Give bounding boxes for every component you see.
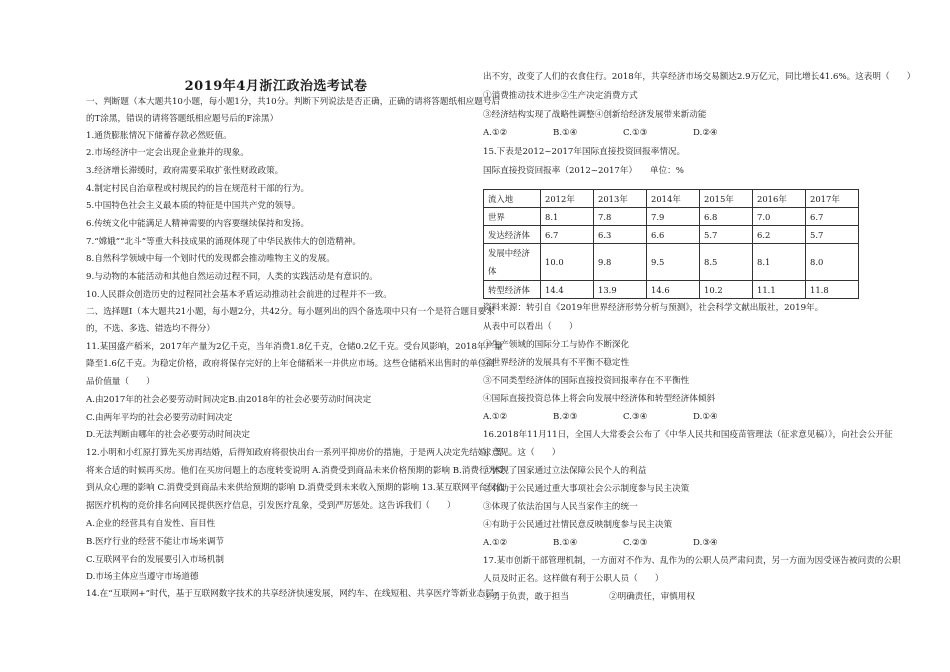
question-7: 7.“嫦娥”“北斗”等重大科技成果的涌现体现了中华民族伟大的创造精神。 — [86, 237, 361, 247]
q15-option-2: ②世界经济的发展具有不平衡不稳定性 — [483, 358, 630, 368]
option-q15-b: B.②③ — [553, 412, 578, 422]
table-header-row — [484, 190, 859, 208]
q14-options-row2 — [483, 110, 706, 121]
q14-option-2: ②生产决定消费方式 — [560, 91, 638, 101]
option-q11-a: A.由2017年的社会必要劳动时间决定 — [86, 395, 229, 405]
option-q15-c: C.③④ — [623, 412, 648, 422]
q15-option-4: ④国际直接投资总体上将会向发展中经济体和转型经济体倾斜 — [483, 394, 716, 404]
table-header-cell: 2016年 — [753, 190, 806, 208]
table-cell: 9.8 — [594, 244, 647, 281]
option-q13-a: A.企业的经营具有自发性、盲目性 — [86, 519, 216, 529]
table-cell: 发达经济体 — [484, 226, 541, 244]
question-12-cont: 到从众心理的影响 C.消费受到商品未来供给预期的影响 D.消费受到未来收入预期的影响 13.某互联网平台仅依 — [86, 483, 505, 493]
q14-answers — [483, 128, 718, 139]
table-cell: 6.8 — [700, 208, 753, 226]
option-q15-d: D.①④ — [693, 412, 718, 422]
q14-options-row1 — [483, 91, 638, 102]
q17-option-2: ②明确责任，审慎用权 — [609, 592, 695, 602]
option-q14-d: D.②④ — [693, 128, 718, 138]
option-q11-b: B.由2018年的社会必要劳动时间决定 — [228, 395, 372, 405]
question-16-cont: 求意见。这（ ） — [483, 448, 561, 458]
question-12: 12.小明和小红原打算先买房再结婚，后得知政府将很快出台一系列平抑房价的措施，于是两人决定先结婚，等 — [86, 448, 504, 458]
option-q13-d: D.市场主体应当遵守市场道德 — [86, 572, 199, 582]
section1-intro: 一、判断题（本大题共10小题，每小题1分，共10分。判断下列说法是否正确，正确的请将答题纸相应题号后 — [86, 97, 501, 107]
table-cell: 7.0 — [753, 208, 806, 226]
table-header-cell: 2014年 — [647, 190, 700, 208]
question-3: 3.经济增长滞缓时，政府需要采取扩张性财政政策。 — [86, 166, 284, 176]
table-header-cell: 流入地 — [484, 190, 541, 208]
table-cell: 11.1 — [753, 281, 806, 299]
option-q14-a: A.①② — [483, 128, 508, 138]
q15-option-3: ③不同类型经济体的国际直接投资回报率存在不平衡性 — [483, 376, 690, 386]
option-q15-a: A.①② — [483, 412, 508, 422]
table-header-cell: 2013年 — [594, 190, 647, 208]
table-cell: 11.8 — [806, 281, 859, 299]
option-q13-b: B.医疗行业的经营不能让市场来调节 — [86, 537, 224, 547]
question-13: 据医疗机构的竞价排名向网民提供医疗信息，引发医疗乱象，受到严厉惩处。这告诉我们（ ） — [86, 501, 456, 511]
table-cell: 5.7 — [700, 226, 753, 244]
q14-option-4: ④创新给经济发展带来新动能 — [594, 110, 707, 120]
table-cell: 5.7 — [806, 226, 859, 244]
option-q16-b: B.①④ — [553, 538, 578, 548]
q17-option-1: ①勇于负责，敢于担当 — [483, 592, 569, 602]
table-row — [484, 244, 859, 281]
option-q11-ab — [86, 395, 371, 406]
table-cell: 6.7 — [806, 208, 859, 226]
section2-intro: 二、选择题I（本大题共21小题，每小题2分，共42分。每小题列出的四个备选项中只有一个是符合题目要求 — [86, 307, 495, 317]
option-q16-d: D.③④ — [693, 538, 718, 548]
table-cell: 8.5 — [700, 244, 753, 281]
question-16: 16.2018年11月11日，全国人大常委会公布了《中华人民共和国疫苗管理法（征求意见稿）》，向社会公开征 — [483, 430, 893, 440]
table-row — [484, 208, 859, 226]
option-q11-c: C.由两年平均的社会必要劳动时间决定 — [86, 413, 233, 423]
question-9: 9.与动物的本能活动和其他自然运动过程不同，人类的实践活动是有意识的。 — [86, 272, 378, 282]
table-cell: 10.0 — [541, 244, 594, 281]
option-q11-d: D.无法判断由哪年的社会必要劳动时间决定 — [86, 430, 251, 440]
question-11-cont: 品价值量（ ） — [86, 377, 155, 387]
q16-answers — [483, 538, 718, 549]
question-11-cont: 降至1.6亿千克。为稳定价格，政府将保存完好的上年仓储稻米一并供应市场。这些仓储稻米出售时的单位商 — [86, 359, 495, 369]
q16-option-4: ④有助于公民通过社情民意反映制度参与民主决策 — [483, 520, 673, 530]
exam-title: 2019年4月浙江政治选考试卷 — [184, 79, 368, 94]
question-14: 14.在“互联网+”时代，基于互联网数字技术的共享经济快速发展，网约车、在线短租、共享医疗等新业态层 — [86, 589, 494, 599]
table-source: 资料来源：转引自《2019年世界经济形势分析与预测》，社会科学文献出版社，2019年。 — [483, 303, 824, 313]
question-14-cont: 出不穷，改变了人们的衣食住行。2018年，共享经济市场交易额达2.9万亿元，同比增长41.6%。这表明（ ） — [483, 72, 916, 82]
question-8: 8.自然科学领域中每一个划时代的发现都会推动唯物主义的发展。 — [86, 254, 335, 264]
section2-intro-cont: 的，不选、多选、错选均不得分） — [86, 324, 215, 334]
table-cell: 发展中经济体 — [484, 244, 541, 281]
table-cell: 6.7 — [541, 226, 594, 244]
question-6: 6.传统文化中能满足人精神需要的内容要继续保持和发扬。 — [86, 219, 310, 229]
option-q16-c: C.②③ — [623, 538, 648, 548]
table-cell: 6.3 — [594, 226, 647, 244]
question-2: 2.市场经济中一定会出现企业兼并的现象。 — [86, 148, 249, 158]
table-row — [484, 226, 859, 244]
q16-option-1: ①体现了国家通过立法保障公民个人的利益 — [483, 466, 647, 476]
q17-options — [483, 592, 695, 603]
question-5: 5.中国特色社会主义最本质的特征是中国共产党的领导。 — [86, 201, 301, 211]
option-q14-c: C.①③ — [623, 128, 648, 138]
option-q13-c: C.互联网平台的发展要引入市场机制 — [86, 555, 224, 565]
question-11: 11.某国盛产稻米，2017年产量为2亿千克，当年消费1.8亿千克，仓储0.2亿千克。受台风影响，2018年产量 — [86, 342, 503, 352]
question-12-cont: 将来合适的时候再买房。他们在买房问题上的态度转变说明 A.消费受到商品未来价格预期的影响 B.消费行为受 — [86, 466, 505, 476]
option-q16-a: A.①② — [483, 538, 508, 548]
question-1: 1.通货膨胀情况下储蓄存款必然贬值。 — [86, 131, 232, 141]
option-q14-b: B.①④ — [553, 128, 578, 138]
table-header-cell: 2017年 — [806, 190, 859, 208]
table-header-cell: 2012年 — [541, 190, 594, 208]
table-cell: 10.2 — [700, 281, 753, 299]
question-15: 15.下表是2012~2017年国际直接投资回报率情况。 — [483, 147, 686, 157]
table-cell: 6.2 — [753, 226, 806, 244]
table-cell: 6.6 — [647, 226, 700, 244]
section1-intro-cont: 的T涂黑，错误的请将答题纸相应题号后的F涂黑） — [86, 114, 279, 124]
question-4: 4.制定村民自治章程或村规民约的旨在规范村干部的行为。 — [86, 184, 310, 194]
table-cell: 7.8 — [594, 208, 647, 226]
q14-option-1: ①消费推动技术进步 — [483, 91, 561, 101]
table-cell: 8.0 — [806, 244, 859, 281]
q14-option-3: ③经济结构实现了战略性调整 — [483, 110, 595, 120]
table-header-cell: 2015年 — [700, 190, 753, 208]
question-17: 17.某市创新干部管理机制，一方面对不作为、乱作为的公职人员严肃问责，另一方面为因受诬告被问责的公职 — [483, 556, 901, 566]
q15-option-1: ①生产领域的国际分工与协作不断深化 — [483, 340, 630, 350]
table-cell: 8.1 — [541, 208, 594, 226]
table-row — [484, 281, 859, 299]
table-cell: 世界 — [484, 208, 541, 226]
table-cell: 9.5 — [647, 244, 700, 281]
q16-option-2: ②有助于公民通过重大事项社会公示制度参与民主决策 — [483, 484, 690, 494]
q15-answers — [483, 412, 718, 423]
table-cell: 14.4 — [541, 281, 594, 299]
q16-option-3: ③体现了依法治国与人民当家作主的统一 — [483, 502, 638, 512]
table-cell: 13.9 — [594, 281, 647, 299]
question-17-cont: 人员及时正名。这样做有利于公职人员（ ） — [483, 574, 664, 584]
question-15-prompt: 从表中可以看出（ ） — [483, 322, 578, 332]
table-cell: 转型经济体 — [484, 281, 541, 299]
investment-return-table — [483, 189, 859, 299]
table-cell: 14.6 — [647, 281, 700, 299]
question-10: 10.人民群众创造历史的过程同社会基本矛盾运动推动社会前进的过程并不一致。 — [86, 290, 392, 300]
table-cell: 7.9 — [647, 208, 700, 226]
table-cell: 8.1 — [753, 244, 806, 281]
table-caption: 国际直接投资回报率（2012~2017年） 单位：% — [483, 166, 684, 176]
